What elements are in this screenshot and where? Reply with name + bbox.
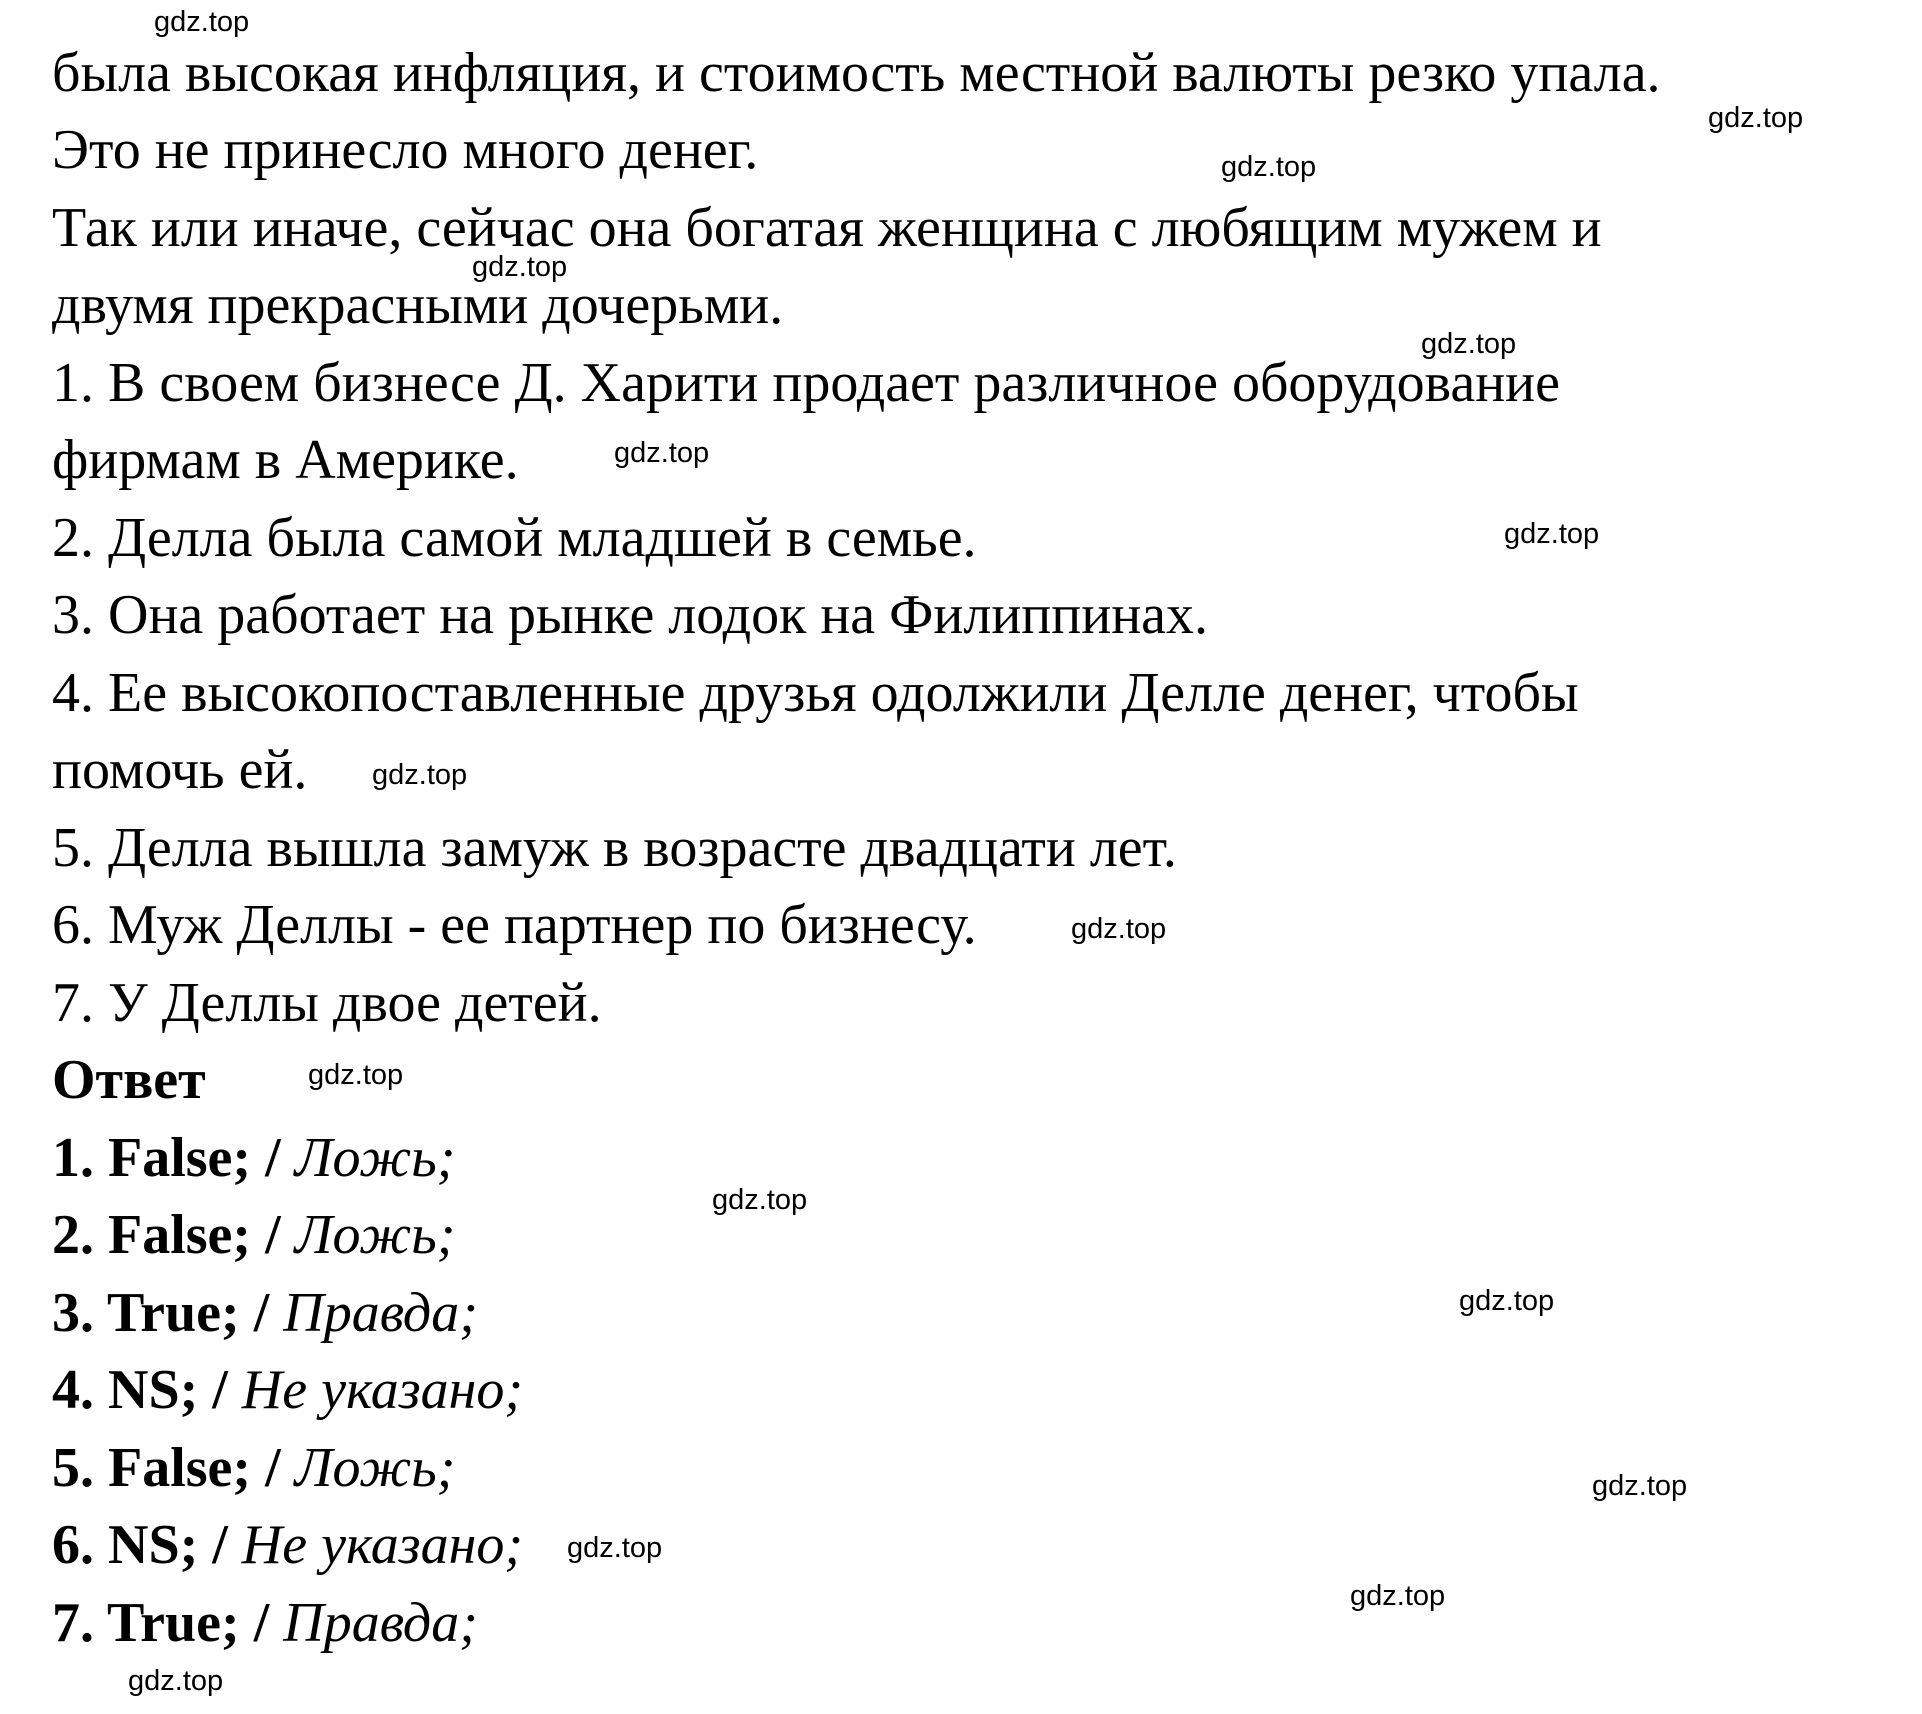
watermark: gdz.top	[1350, 1580, 1446, 1612]
answer-5-translation: Ложь;	[294, 1437, 456, 1499]
answer-4-translation: Не указано;	[241, 1359, 524, 1421]
text-line-1: была высокая инфляция, и стоимость местной валюты резко упала.	[52, 42, 1661, 104]
answer-7-translation: Правда;	[283, 1592, 478, 1654]
text-line-2: Это не принесло много денег.	[52, 119, 759, 181]
answer-3-value: 3. True; /	[52, 1282, 270, 1344]
watermark: gdz.top	[1071, 913, 1167, 945]
watermark: gdz.top	[1221, 151, 1317, 183]
answer-6	[52, 1510, 523, 1580]
answer-2	[52, 1200, 455, 1270]
statement-1: 1. В своем бизнесе Д. Харити продает различное оборудование	[52, 352, 1561, 414]
watermark: gdz.top	[308, 1059, 404, 1091]
answer-1	[52, 1123, 455, 1193]
answer-4	[52, 1355, 523, 1425]
statement-2: 2. Делла была самой младшей в семье.	[52, 507, 977, 569]
answer-6-translation: Не указано;	[241, 1514, 524, 1576]
answer-3-translation: Правда;	[283, 1282, 478, 1344]
watermark: gdz.top	[154, 6, 250, 38]
watermark: gdz.top	[567, 1532, 663, 1564]
answer-2-value: 2. False; /	[52, 1204, 281, 1266]
watermark: gdz.top	[1459, 1285, 1555, 1317]
answer-7	[52, 1588, 478, 1658]
statement-1-cont: фирмам в Америке.	[52, 429, 519, 491]
watermark: gdz.top	[1504, 518, 1600, 550]
text-line-3: Так или иначе, сейчас она богатая женщина с любящим мужем и	[52, 197, 1602, 259]
watermark: gdz.top	[472, 251, 568, 283]
statement-5: 5. Делла вышла замуж в возрасте двадцати лет.	[52, 817, 1177, 879]
watermark: gdz.top	[712, 1184, 808, 1216]
watermark: gdz.top	[1592, 1470, 1688, 1502]
answer-7-value: 7. True; /	[52, 1592, 270, 1654]
answer-6-value: 6. NS; /	[52, 1514, 228, 1576]
answer-4-value: 4. NS; /	[52, 1359, 228, 1421]
answer-heading: Ответ	[52, 1049, 206, 1111]
watermark: gdz.top	[1708, 102, 1804, 134]
text-line-4: двумя прекрасными дочерьми.	[52, 274, 784, 336]
statement-3: 3. Она работает на рынке лодок на Филиппинах.	[52, 584, 1209, 646]
statement-4: 4. Ее высокопоставленные друзья одолжили Делле денег, чтобы	[52, 662, 1579, 724]
answer-1-translation: Ложь;	[294, 1127, 456, 1189]
answer-5	[52, 1433, 455, 1503]
watermark: gdz.top	[614, 437, 710, 469]
answer-5-value: 5. False; /	[52, 1437, 281, 1499]
answer-1-value: 1. False; /	[52, 1127, 281, 1189]
answer-2-translation: Ложь;	[294, 1204, 456, 1266]
watermark: gdz.top	[1421, 328, 1517, 360]
statement-4-cont: помочь ей.	[52, 739, 308, 801]
watermark: gdz.top	[128, 1665, 224, 1697]
statement-7: 7. У Деллы двое детей.	[52, 972, 602, 1034]
statement-6: 6. Муж Деллы - ее партнер по бизнесу.	[52, 894, 977, 956]
watermark: gdz.top	[372, 759, 468, 791]
answer-3	[52, 1278, 478, 1348]
